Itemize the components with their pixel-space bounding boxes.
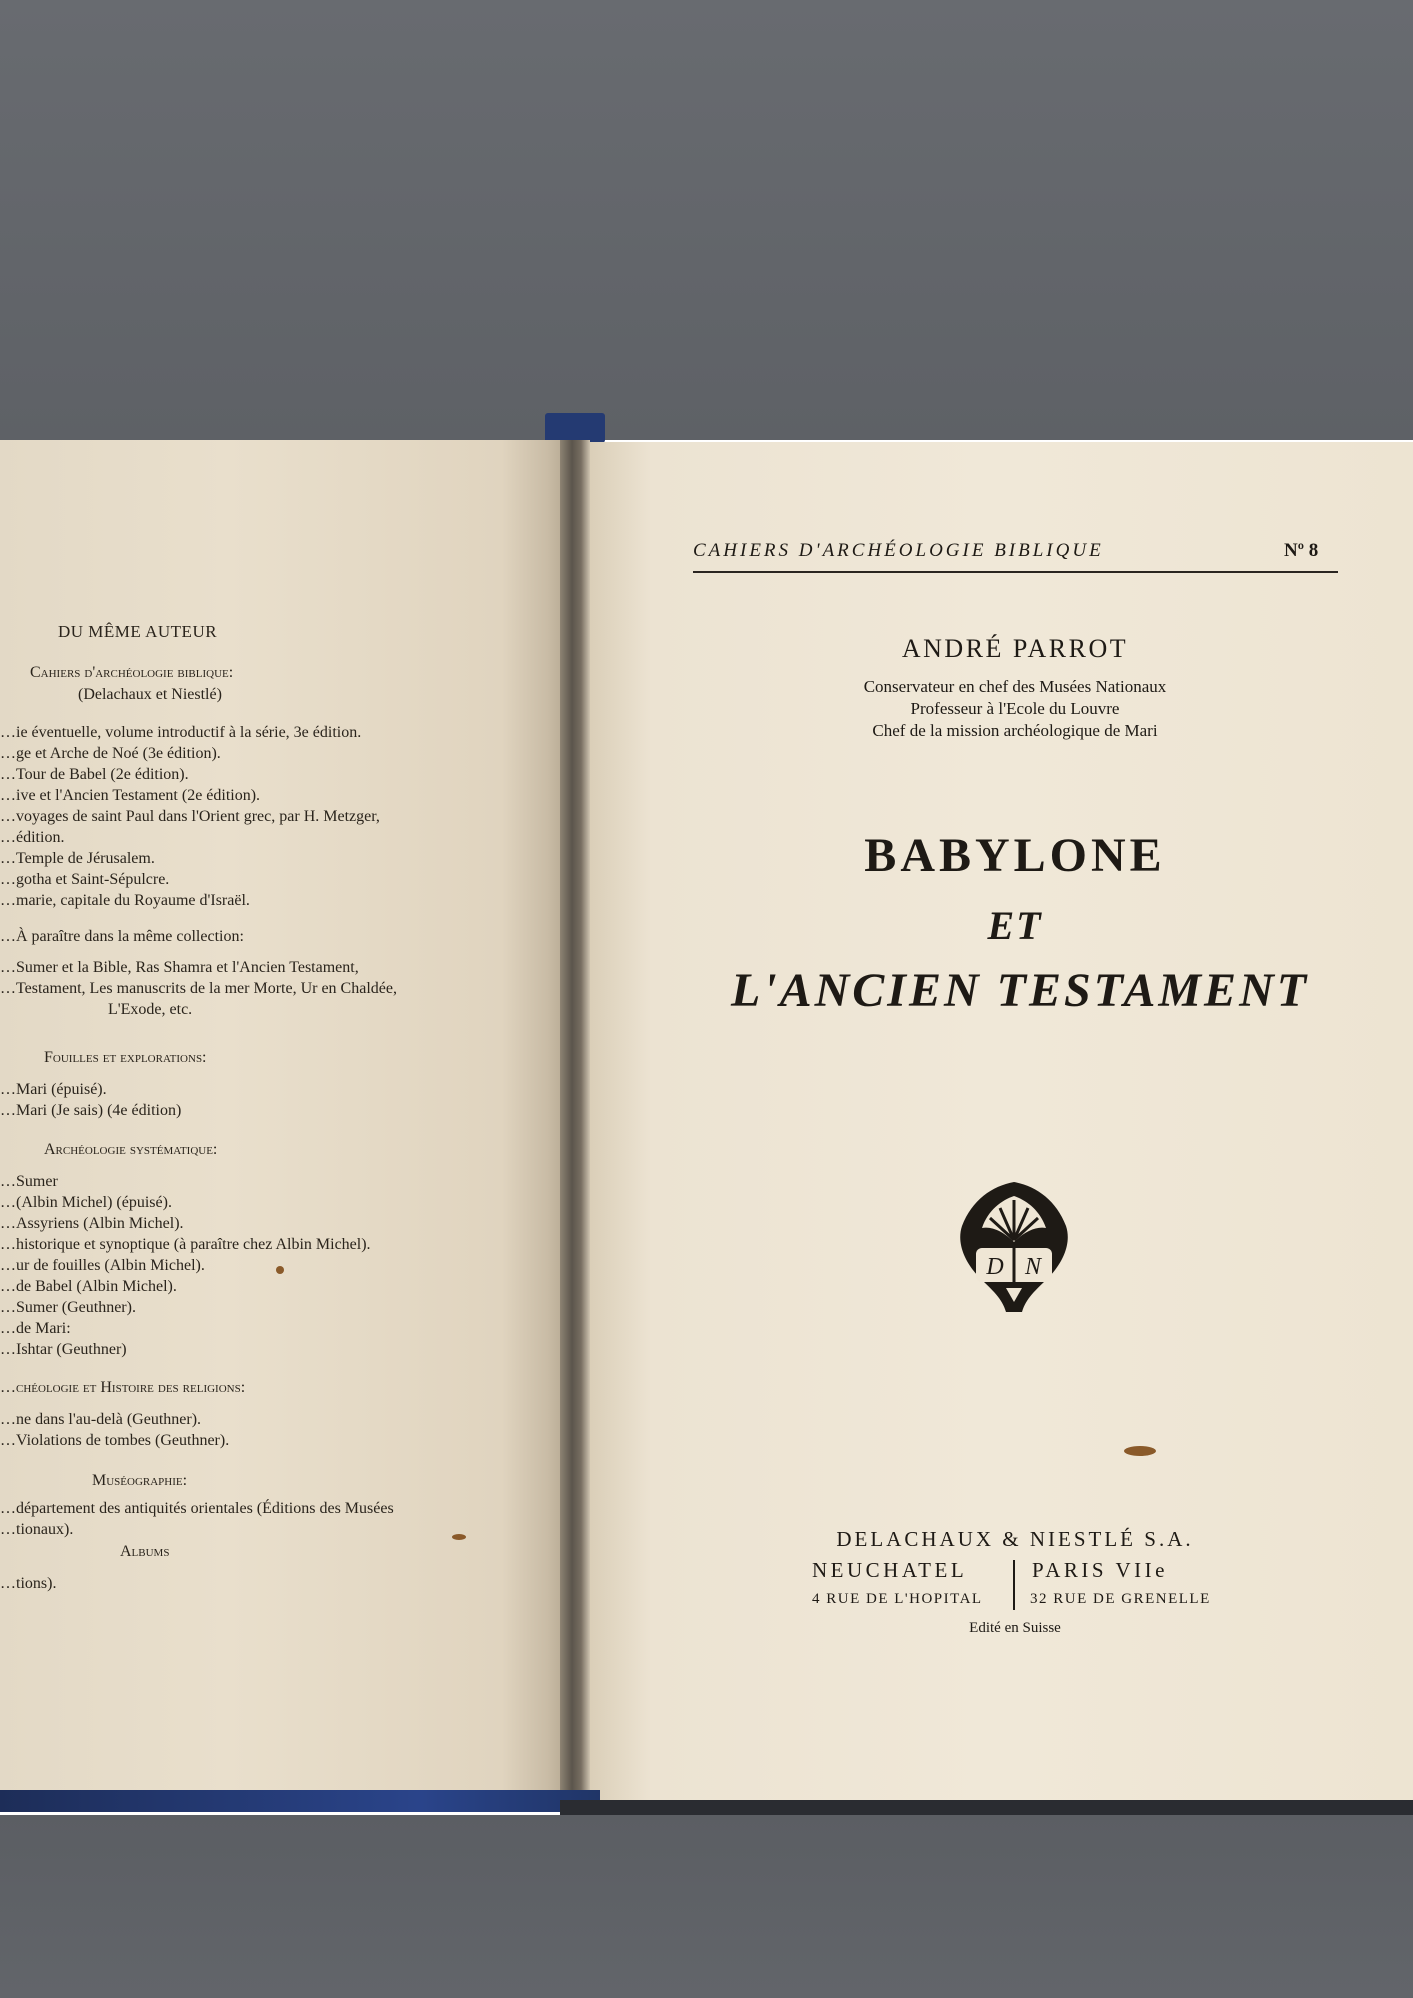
publisher-emblem-icon xyxy=(956,1178,1072,1316)
svg-text:D: D xyxy=(986,1254,1004,1280)
bibliography-line: …chéologie et Histoire des religions: xyxy=(0,1379,246,1396)
publisher-name: DELACHAUX & NIESTLÉ S.A. xyxy=(836,1527,1194,1551)
bibliography-line: …ive et l'Ancien Testament (2e édition). xyxy=(0,787,261,804)
background-bottom xyxy=(0,1815,1413,1998)
bibliography-line: …gotha et Saint-Sépulcre. xyxy=(0,871,170,888)
bibliography-line: …département des antiquités orientales (Éditions des Musées xyxy=(0,1500,394,1517)
bibliography-line: Fouilles et explorations: xyxy=(44,1049,207,1066)
bibliography-line: …Mari (Je sais) (4e édition) xyxy=(0,1102,182,1119)
author-role: Chef de la mission archéologique de Mari xyxy=(872,721,1158,740)
bibliography-line: …ur de fouilles (Albin Michel). xyxy=(0,1257,205,1274)
bibliography-line: …Violations de tombes (Geuthner). xyxy=(0,1432,230,1449)
background-top xyxy=(0,0,1413,440)
series-title: CAHIERS D'ARCHÉOLOGIE BIBLIQUE xyxy=(693,540,1104,561)
bibliography-line: …Assyriens (Albin Michel). xyxy=(0,1215,184,1232)
address-right: 32 RUE DE GRENELLE xyxy=(1030,1591,1211,1607)
bibliography-line: …historique et synoptique (à paraître chez Albin Michel). xyxy=(0,1236,371,1253)
bibliography-line: …Sumer xyxy=(0,1173,58,1190)
bibliography-line: Cahiers d'archéologie biblique: xyxy=(30,664,234,681)
bibliography-line: L'Exode, etc. xyxy=(108,1001,193,1018)
bibliography-line: …Sumer et la Bible, Ras Shamra et l'Ancien Testament, xyxy=(0,959,359,976)
author-role: Conservateur en chef des Musées Nationaux xyxy=(863,677,1167,696)
bibliography-line: …tions). xyxy=(0,1575,57,1592)
bibliography-line: …ge et Arche de Noé (3e édition). xyxy=(0,745,221,762)
bibliography-line: …(Albin Michel) (épuisé). xyxy=(0,1194,172,1211)
bibliography-line: …Temple de Jérusalem. xyxy=(0,850,155,867)
city-right: PARIS VIIe xyxy=(1032,1558,1168,1582)
bibliography-line: …tionaux). xyxy=(0,1521,74,1538)
address-left: 4 RUE DE L'HOPITAL xyxy=(812,1591,983,1607)
bibliography-line: (Delachaux et Niestlé) xyxy=(78,686,222,703)
series-number: Nº 8 xyxy=(1284,540,1319,561)
bibliography-line: …Tour de Babel (2e édition). xyxy=(0,766,189,783)
city-separator xyxy=(1013,1560,1015,1610)
bibliography-line: …de Babel (Albin Michel). xyxy=(0,1278,177,1295)
svg-text:N: N xyxy=(1024,1254,1042,1280)
bibliography-line: Albums xyxy=(120,1543,170,1560)
city-left: NEUCHATEL xyxy=(812,1558,968,1582)
book-title-sub: L'ANCIEN TESTAMENT xyxy=(730,964,1310,1017)
bibliography-line: …Mari (épuisé). xyxy=(0,1081,107,1098)
bibliography-line: …voyages de saint Paul dans l'Orient grec, par H. Metzger, xyxy=(0,808,380,825)
bibliography-line: …Ishtar (Geuthner) xyxy=(0,1341,127,1358)
bibliography-line: …ie éventuelle, volume introductif à la série, 3e édition. xyxy=(0,724,362,741)
bibliography-line: …Sumer (Geuthner). xyxy=(0,1299,136,1316)
bibliography-line: …Testament, Les manuscrits de la mer Morte, Ur en Chaldée, xyxy=(0,980,397,997)
cover-edge xyxy=(545,413,605,443)
bibliography-line: …ne dans l'au-delà (Geuthner). xyxy=(0,1411,202,1428)
bibliography-line: Archéologie systématique: xyxy=(44,1141,218,1158)
bibliography-line: …marie, capitale du Royaume d'Israël. xyxy=(0,892,250,909)
author-name: ANDRÉ PARROT xyxy=(901,634,1129,663)
cover-edge-bottom xyxy=(0,1790,600,1812)
bibliography-line: …édition. xyxy=(0,829,65,846)
paper-stain xyxy=(452,1534,466,1540)
series-rule xyxy=(693,571,1338,573)
bibliography-line: Muséographie: xyxy=(92,1472,188,1489)
paper-stain xyxy=(276,1266,284,1274)
book-title-et: ET xyxy=(987,903,1043,948)
book-gutter xyxy=(560,440,590,1800)
paper-stain xyxy=(1124,1446,1156,1456)
left-page-heading: DU MÊME AUTEUR xyxy=(58,622,218,641)
author-role: Professeur à l'Ecole du Louvre xyxy=(910,699,1120,718)
bibliography-line: …de Mari: xyxy=(0,1320,71,1337)
edited-note: Edité en Suisse xyxy=(969,1620,1061,1636)
book-title-main: BABYLONE xyxy=(864,829,1166,882)
bibliography-line: …À paraître dans la même collection: xyxy=(0,928,244,945)
